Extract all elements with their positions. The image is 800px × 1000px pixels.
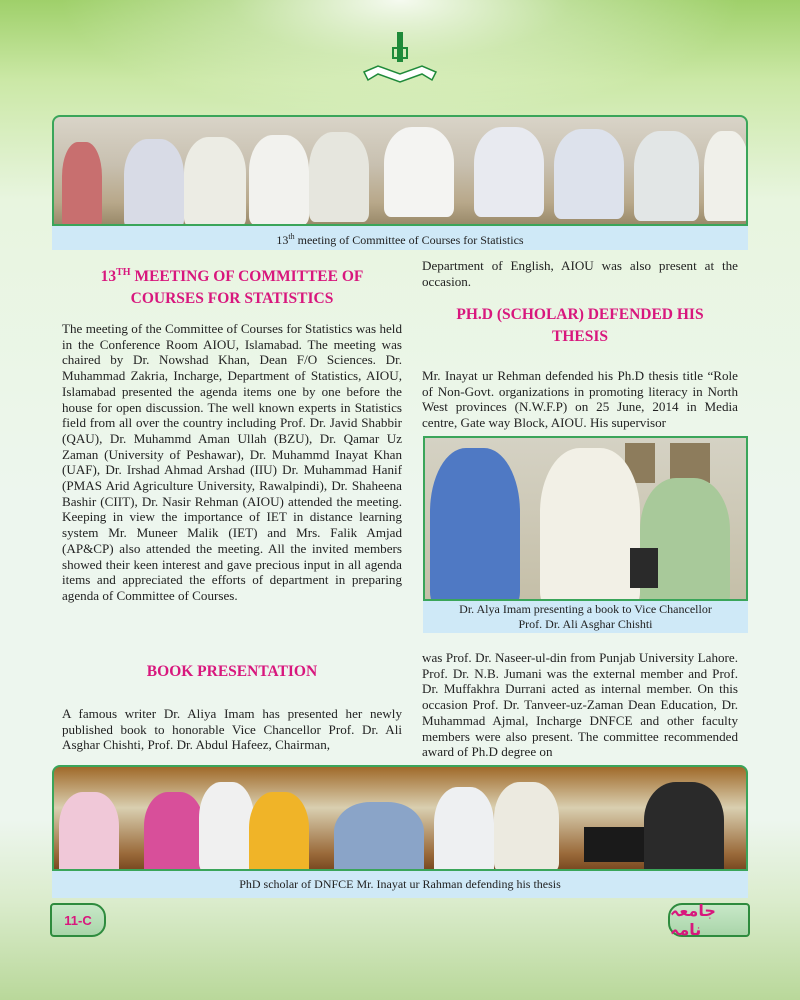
page-number-badge [50,903,106,937]
caption-line: Dr. Alya Imam presenting a book to Vice Chancellor [459,602,712,616]
caption-text: PhD scholar of DNFCE Mr. Inayat ur Rahman defending his thesis [239,877,561,891]
article-body-book: A famous writer Dr. Aliya Imam has presented her newly published book to honorable Vice Chancellor Prof. Dr. Ali Asghar Chishti, Prof. Dr. Abdul Hafeez, Chairman, [62,706,402,753]
thesis-defense-photo [52,765,748,871]
caption-line: Prof. Dr. Ali Asghar Chishti [518,617,653,631]
article-heading-meeting: 13TH MEETING OF COMMITTEE OF COURSES FOR STATISTICS [100,267,364,308]
caption-sup: th [288,231,295,241]
caption-text: meeting of Committee of Courses for Statistics [294,232,524,247]
article-heading-book: BOOK PRESENTATION [146,663,318,680]
page-number: 11-C [64,912,92,928]
article-body-meeting: The meeting of the Committee of Courses for Statistics was held in the Conference Room AIOU, Islamabad. The meeting was chaired by Dr. Nowshad Khan, Dean F/O Sciences. Dr. Muhammad Zakria, Incharge, Department of Statistics, AIOU, Islamabad presented the agenda items one by one before the house for open discussion. The well known experts in Statistics field from all over the country including Prof. Dr. Javid Shabbir (QAU), Dr. Muhammd Aman Ullah (BZU), Dr. Qamar Uz Zaman (University of Peshawar), Dr. Muhammd Inayat Khan (UAF), Dr. Irshad Ahmad Arshad (IIU) Dr. Muhammad Hanif (PMAS Arid Agriculture University, Rawalpindi), Dr. Shaheena Bashir (CIIT), Dr. Nasir Rehman (AIOU) attended the meeting. Keeping in view the importance of IET in distance learning system Mr. Muneer Malik (IET) and Mrs. Falik Amjad (AP&CP) also attended the meeting. All the invited members showed their keen interest and gave precious input in all agenda items and appreciated the efforts of department in preparing agenda of Committee of Courses. [62,321,402,603]
photo-caption [52,226,748,250]
publication-name: جامعہ نامہ [670,901,716,939]
university-logo [362,28,438,94]
publication-name-badge [668,903,750,937]
article-body-phd: Mr. Inayat ur Rehman defended his Ph.D thesis title “Role of Non-Govt. organizations in promoting literacy in North West provinces (N.W.F.P) on 25 June, 2014 in Media centre, Gate way Block, AIOU. His supervisor [422,368,738,431]
article-body-phd-continued: was Prof. Dr. Naseer-ul-din from Punjab University Lahore. Prof. Dr. N.B. Jumani was the external member and Prof. Dr. Muffakhra Durrani acted as internal member. On this occasion Prof. Dr. Tanveer-uz-Zaman Dean Education, Dr. Muhammad Ajmal, Incharge DNFCE and other faculty members were also present. The committee recommended award of Ph.D degree on [422,650,738,760]
article-body-book-continued: Department of English, AIOU was also present at the occasion. [422,258,738,289]
photo-caption [52,871,748,898]
book-presentation-photo [423,436,748,601]
article-heading-phd: PH.D (SCHOLAR) DEFENDED HIS THESIS [456,306,704,345]
caption-text: 13 [276,232,289,247]
photo-caption [423,601,748,633]
meeting-photo [52,115,748,226]
